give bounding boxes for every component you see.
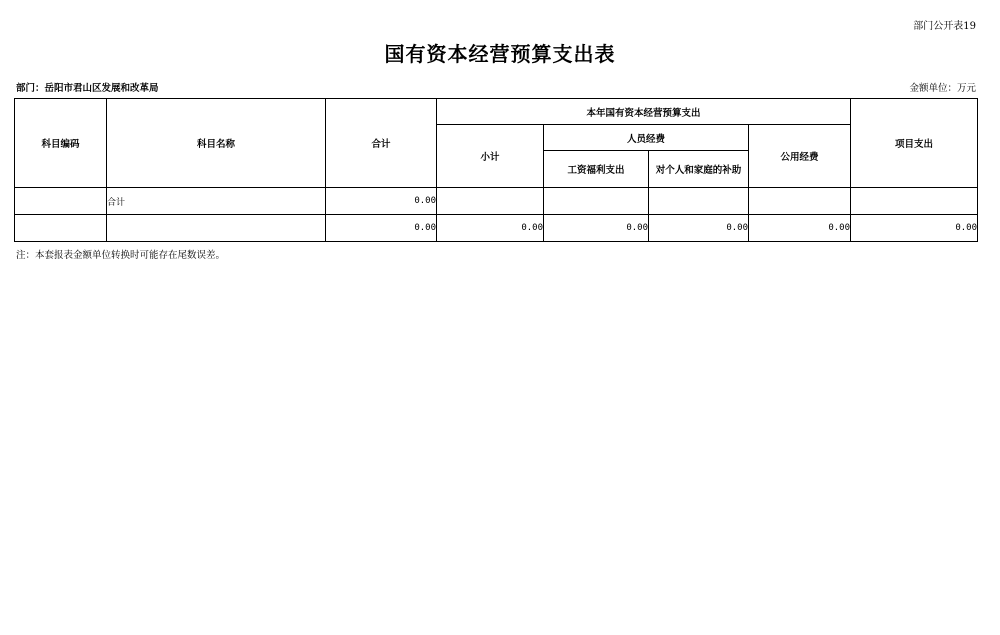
- cell-total: 0.00: [326, 188, 437, 215]
- budget-expenditure-table: [14, 98, 978, 242]
- cell-public: [749, 188, 851, 215]
- header-subject-code: 科目编码: [15, 99, 107, 188]
- cell-wages: 0.00: [544, 215, 649, 242]
- header-current-year-expenditure: 本年国有资本经营预算支出: [437, 99, 851, 125]
- cell-subsidy: [649, 188, 749, 215]
- cell-project: 0.00: [851, 215, 978, 242]
- cell-name: [107, 215, 326, 242]
- cell-subsidy: 0.00: [649, 215, 749, 242]
- cell-code: [15, 188, 107, 215]
- cell-name: 合计: [107, 188, 326, 215]
- header-personnel-expenses: 人员经费: [544, 125, 749, 151]
- table-row: [15, 188, 978, 215]
- header-total: 合计: [326, 99, 437, 188]
- cell-total: 0.00: [326, 215, 437, 242]
- header-project-expenditure: 项目支出: [851, 99, 978, 188]
- header-public-expenses: 公用经费: [749, 125, 851, 188]
- header-household-subsidy: 对个人和家庭的补助: [649, 151, 749, 188]
- form-number: 部门公开表19: [913, 21, 976, 32]
- footnote: 注：本套报表金额单位转换时可能存在尾数误差。: [16, 250, 226, 261]
- cell-subtotal: 0.00: [437, 215, 544, 242]
- header-subject-name: 科目名称: [107, 99, 326, 188]
- table-row: [15, 215, 978, 242]
- department-label: 部门：岳阳市君山区发展和改革局: [16, 83, 159, 94]
- header-wages-welfare: 工资福利支出: [544, 151, 649, 188]
- cell-project: [851, 188, 978, 215]
- header-subtotal: 小计: [437, 125, 544, 188]
- cell-public: 0.00: [749, 215, 851, 242]
- cell-code: [15, 215, 107, 242]
- amount-unit-label: 金额单位：万元: [909, 83, 976, 94]
- cell-wages: [544, 188, 649, 215]
- report-title: 国有资本经营预算支出表: [384, 42, 616, 66]
- cell-subtotal: [437, 188, 544, 215]
